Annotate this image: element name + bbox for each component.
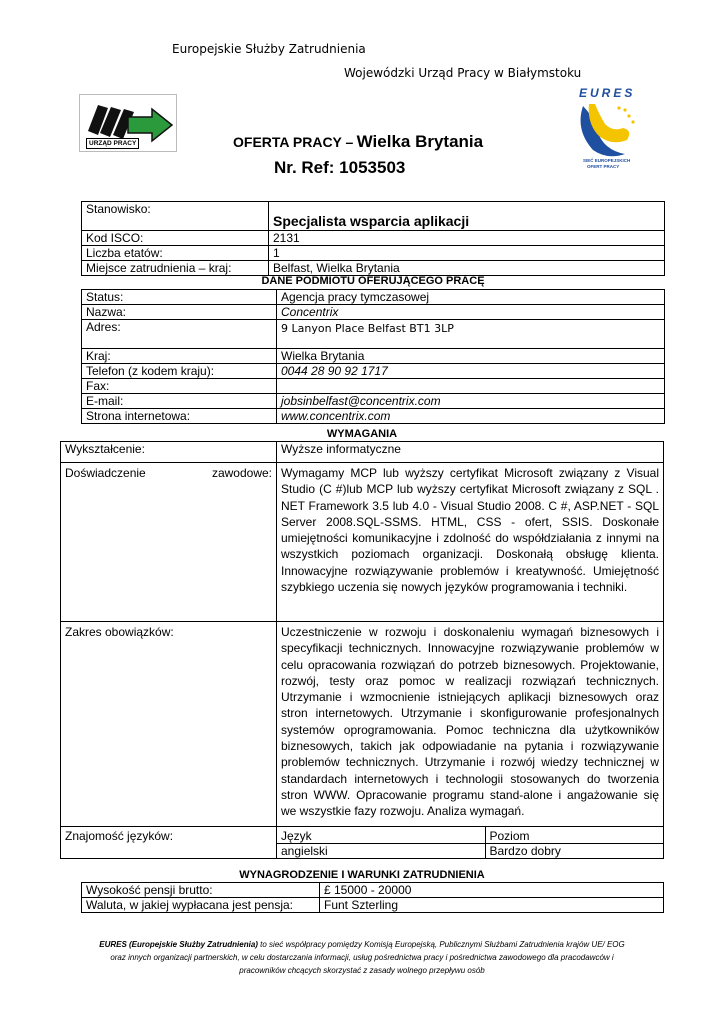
email-value: jobsinbelfast@concentrix.com	[277, 394, 665, 409]
isco-label: Kod ISCO:	[82, 231, 269, 246]
offer-country: Wielka Brytania	[356, 132, 484, 151]
urzad-pracy-caption: URZĄD PRACY	[86, 138, 139, 149]
location-value: Belfast, Wielka Brytania	[269, 261, 665, 276]
eures-emblem	[573, 100, 643, 162]
status-label: Status:	[82, 290, 277, 305]
experience-label-row	[65, 466, 272, 480]
experience-label-b: zawodowe:	[211, 466, 272, 480]
phone-label: Telefon (z kodem kraju):	[82, 364, 277, 379]
footer-line-1	[60, 938, 664, 951]
employer-table	[81, 289, 665, 424]
duties-label: Zakres obowiązków:	[61, 622, 277, 827]
language-value: angielski	[277, 844, 485, 859]
offer-prefix: OFERTA PRACY –	[233, 134, 354, 150]
status-value: Agencja pracy tymczasowej	[277, 290, 665, 305]
etaty-value: 1	[269, 246, 665, 261]
phone-value: 0044 28 90 92 1717	[277, 364, 665, 379]
level-header: Poziom	[485, 827, 663, 844]
country-label: Kraj:	[82, 349, 277, 364]
eures-logo	[573, 86, 643, 172]
salary-table	[81, 882, 664, 913]
currency-label: Waluta, w jakiej wypłacana jest pensja:	[82, 898, 320, 913]
country-value: Wielka Brytania	[277, 349, 665, 364]
duties-text: Uczestniczenie w rozwoju i doskonaleniu wymagań biznesowych i specyfikacji technicznych. Innowacyjne rozwiązywanie problemów w celu opracowania rozwiązań do potrzeb biznesowych. Projektowanie, rozwój, testy oraz pomoc w realizacji rozwiązań technicznych. Utrzymanie i wzmocnienie istniejących aplikacji biznesowych oraz stron internetowych. Utrzymanie i skonfigurowanie profesjonalnych systemów oprogramowania. Pomoc techniczna dla użytkowników biznesowych, takich jak odpowiadanie na pytania i rozwiązywanie problemów technicznych. Utrzymanie i rozwój wiedzy technicznej w standardach internetowych i technologii stosowanych do tworzenia stron WWW. Opracowanie programu stand-alone i angażowanie się we wszystkie fazy rozwoju. Analiza wymagań.	[277, 622, 664, 827]
footer-text-1: to sieć współpracy pomiędzy Komisją Europejską, Publicznymi Służbami Zatrudnienia krajów UE/ EOG	[257, 940, 625, 949]
languages-cell	[277, 827, 664, 859]
languages-table	[277, 827, 663, 858]
education-value: Wyższe informatyczne	[277, 442, 664, 463]
requirements-table	[60, 441, 664, 859]
urzad-pracy-logo	[79, 94, 177, 152]
location-label: Miejsce zatrudnienia – kraj:	[82, 261, 269, 276]
languages-label: Znajomość języków:	[61, 827, 277, 859]
header-line2: Wojewódzki Urząd Pracy w Białymstoku	[344, 66, 582, 80]
etaty-label: Liczba etatów:	[82, 246, 269, 261]
fax-label: Fax:	[82, 379, 277, 394]
requirements-section-title: WYMAGANIA	[326, 428, 398, 440]
footer	[60, 938, 664, 977]
salary-section-title: WYNAGRODZENIE I WARUNKI ZATRUDNIENIA	[239, 869, 485, 881]
experience-label	[61, 463, 277, 622]
position-label: Stanowisko:	[82, 202, 269, 231]
eures-logo-title: EURES	[579, 86, 636, 100]
language-header: Język	[277, 827, 485, 844]
footer-bold: EURES (Europejskie Służby Zatrudnienia)	[99, 940, 258, 949]
name-label: Nazwa:	[82, 305, 277, 320]
position-table	[81, 201, 665, 276]
level-value: Bardzo dobry	[485, 844, 663, 859]
company-name: Concentrix	[277, 305, 665, 320]
offer-ref: Nr. Ref: 1053503	[274, 158, 406, 177]
experience-text: Wymagamy MCP lub wyższy certyfikat Microsoft związany z Visual Studio (C #)lub MCP lub wyższy certyfikat Microsoft związany z SQL . NET Framework 3.5 lub 4.0 - Visual Studio 2008. C #, ASP.NET - SQL Server 2008.SQL-SSMS. HTML, CSS - ofert, SSIS. Doskonałe umiejętności komunikacyjne i zdolność do współdziałania z innymi na wszystkich poziomach organizacji. Doskonałą obsługę klienta. Innowacyjne rozwiązywanie problemów i kreatywność. Umiejętność szybkiego uczenia się nowych języków programowania i techniki.	[277, 463, 664, 622]
eures-caption-2: OFERT PRACY	[587, 164, 620, 169]
header-line1: Europejskie Służby Zatrudnienia	[172, 42, 366, 56]
footer-line-3: pracowników chcących skorzystać z zasady wolnego przepływu osób	[239, 966, 485, 975]
offer-title	[233, 132, 483, 152]
footer-line-2: oraz innych organizacji partnerskich, w celu dostarczania informacji, usług pośrednictwa pracy i pośrednictwa zawodowego dla pracodawców i	[110, 953, 614, 962]
employer-section-title: DANE PODMIOTU OFERUJĄCEGO PRACĘ	[261, 275, 485, 287]
address-label: Adres:	[82, 320, 277, 349]
address-value: 9 Lanyon Place Belfast BT1 3LP	[277, 320, 665, 349]
education-label: Wykształcenie:	[61, 442, 277, 463]
isco-value: 2131	[269, 231, 665, 246]
gross-value: £ 15000 - 20000	[320, 883, 664, 898]
eures-caption-1: SIEĆ EUROPEJSKICH	[583, 158, 631, 163]
currency-value: Funt Szterling	[320, 898, 664, 913]
gross-label: Wysokość pensji brutto:	[82, 883, 320, 898]
position-value: Specjalista wsparcia aplikacji	[269, 202, 665, 231]
fax-value	[277, 379, 665, 394]
email-label: E-mail:	[82, 394, 277, 409]
www-label: Strona internetowa:	[82, 409, 277, 424]
experience-label-a: Doświadczenie	[65, 466, 146, 480]
www-value: www.concentrix.com	[277, 409, 665, 424]
